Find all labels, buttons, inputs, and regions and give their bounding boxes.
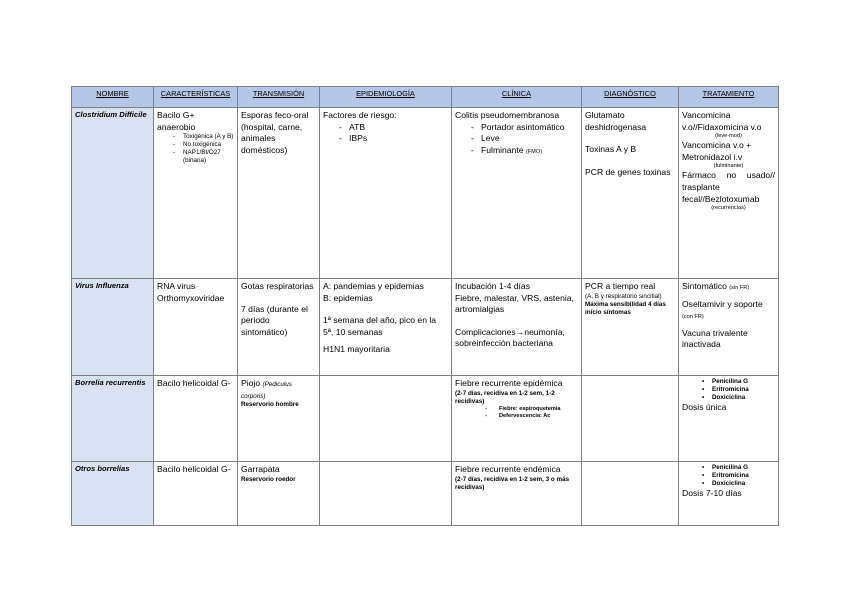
cell-transmision <box>238 279 320 376</box>
bullet-list <box>455 122 578 157</box>
cell-diagnostico <box>582 108 679 279</box>
list-item: - Portador asintomático <box>455 122 578 134</box>
list-item-text: Fulminante <box>481 144 524 155</box>
cell-transmision: Esporas feco-oral (hospital, carne, animales domésticos) <box>238 108 320 279</box>
cell-line: Reservorio roedor <box>241 475 296 483</box>
cell-clinica <box>452 376 582 462</box>
bullet-list <box>157 133 234 165</box>
cell-tratamiento <box>679 108 779 279</box>
bullet-list <box>682 464 775 488</box>
cell-line: Fiebre, malestar, VRS, astenia, artromialgias <box>455 292 574 315</box>
cell-line <box>241 378 316 401</box>
list-item: - Toxigénica (A y B) <box>157 133 234 141</box>
cell-line: 1ª semana del año, pico en la 5ª, 10 semanas <box>323 315 437 337</box>
header-clinica: CLÍNICA <box>452 87 582 108</box>
cell-epidemiologia <box>320 376 452 462</box>
treat-line: Vancomicina v.o + Metronidazol i.v <box>682 140 752 162</box>
cell-main: Colitis pseudomembranosa <box>455 110 560 120</box>
header-tratamiento: TRATAMIENTO <box>679 87 779 108</box>
cell-line: PCR a tiempo real <box>585 281 656 291</box>
header-nombre: NOMBRE <box>72 87 154 108</box>
treat-line <box>682 281 775 293</box>
header-caracteristicas: CARACTERÍSTICAS <box>154 87 238 108</box>
cell-clinica <box>452 108 582 279</box>
row-name: Otros borrelias <box>72 462 154 526</box>
list-item: • Doxiciclina <box>682 394 775 402</box>
cell-tratamiento <box>679 462 779 526</box>
cell-tratamiento <box>679 279 779 376</box>
list-item: - Fiebre: espiroquetemia <box>455 406 578 413</box>
note: (Pediculus corporis) <box>241 381 292 400</box>
cell-line: Reservorio hombre <box>241 401 299 409</box>
bullet-list <box>682 378 775 402</box>
cell-diagnostico <box>582 376 679 462</box>
note: Máxima sensibilidad 4 días inicio síntomas <box>585 300 666 316</box>
table-row <box>72 279 779 376</box>
list-item: - No toxigénica <box>157 141 234 149</box>
note: (leve-mod) <box>715 133 742 140</box>
diag-line: Glutamato deshidrogenasa <box>585 110 647 132</box>
list-item: - ATB <box>323 122 448 134</box>
list-item: - IBPs <box>323 133 448 145</box>
cell-epidemiologia <box>320 108 452 279</box>
cell-line: 7 días (durante el periodo sintomático) <box>241 303 308 337</box>
note: (FMO) <box>525 148 543 155</box>
list-item: • Eritromicina <box>682 472 775 480</box>
bullet-list <box>455 406 578 420</box>
table-row <box>72 462 779 526</box>
diag-line: PCR de genes toxinas <box>585 166 671 177</box>
header-transmision: TRANSMISIÓN <box>238 87 320 108</box>
cell-epidemiologia <box>320 462 452 526</box>
summary-table <box>71 86 779 526</box>
treat-text: Sintomático <box>682 281 727 291</box>
cell-main: Factores de riesgo: <box>323 110 397 120</box>
note: (con FR) <box>682 314 704 321</box>
note: (A, B y respiratorio sincitial) <box>585 292 662 300</box>
cell-caracteristicas <box>154 108 238 279</box>
note: (fulminante) <box>713 163 744 170</box>
cell-text: Piojo <box>241 378 261 388</box>
treat-line: Dosis única <box>682 402 727 412</box>
cell-diagnostico <box>582 279 679 376</box>
cell-line: H1N1 mayoritaria <box>323 344 390 355</box>
header-diagnostico: DIAGNÓSTICO <box>582 87 679 108</box>
note: (sin FR) <box>729 285 750 291</box>
list-item: - Defervescencia: Ac <box>455 413 578 420</box>
cell-diagnostico <box>582 462 679 526</box>
cell-line: (2-7 días, recidiva en 1-2 sem, 3 o más recidivas) <box>455 475 570 491</box>
cell-main: Bacilo G+ anaerobio <box>157 110 196 132</box>
table-row <box>72 108 779 279</box>
cell-line: Gotas respiratorias <box>241 281 314 291</box>
list-item: • Eritromicina <box>682 386 775 394</box>
diag-line: Toxinas A y B <box>585 144 637 155</box>
cell-line: Incubación 1-4 días <box>455 281 531 291</box>
row-name: Virus Influenza <box>72 279 154 376</box>
row-name: Clostridium Difficile <box>72 108 154 279</box>
header-epidemiologia: EPIDEMIOLOGÍA <box>320 87 452 108</box>
cell-transmision <box>238 376 320 462</box>
cell-tratamiento <box>679 376 779 462</box>
treat-line: Fármaco no usado// trasplante fecal//Bezlotoxumab <box>682 170 775 204</box>
treat-line: Vancomicina v.o//Fidaxomicina v.o <box>682 110 762 132</box>
treat-line: Vacuna trivalente inactivada <box>682 327 748 350</box>
cell-caracteristicas: Bacilo helicoidal G- <box>154 376 238 462</box>
cell-transmision <box>238 462 320 526</box>
list-item: - Leve <box>455 133 578 145</box>
cell-epidemiologia <box>320 279 452 376</box>
cell-caracteristicas: RNA virus Orthomyxoviridae <box>154 279 238 376</box>
cell-line: Fiebre recurrente epidémica <box>455 378 563 388</box>
cell-caracteristicas: Bacilo helicoidal G- <box>154 462 238 526</box>
list-item: • Penicilina G <box>682 464 775 472</box>
cell-line: B: epidemias <box>323 292 373 303</box>
cell-line: Complicaciones→neumonía, sobreinfección bacteriana <box>455 326 565 349</box>
list-item: • Doxiciclina <box>682 480 775 488</box>
header-row <box>72 87 779 108</box>
treat-line <box>682 299 775 322</box>
cell-line: Fiebre recurrente endémica <box>455 464 561 474</box>
cell-line: (2-7 días, recidiva en 1-2 sem, 1-2 recidivas) <box>455 389 555 405</box>
treat-line: Dosis 7-10 días <box>682 488 742 498</box>
table-row <box>72 376 779 462</box>
cell-line: Garrapata <box>241 464 280 474</box>
row-name: Borrelia recurrentis <box>72 376 154 462</box>
cell-clinica <box>452 462 582 526</box>
cell-line: A: pandemias y epidemias <box>323 281 424 291</box>
list-item: • Penicilina G <box>682 378 775 386</box>
treat-text: Oseltamivir y soporte <box>682 298 763 309</box>
cell-clinica <box>452 279 582 376</box>
list-item: - NAP1/BI/O27 (binaria) <box>157 149 234 165</box>
bullet-list <box>323 122 448 145</box>
note: (recurrencias) <box>711 205 746 212</box>
list-item <box>455 145 578 157</box>
